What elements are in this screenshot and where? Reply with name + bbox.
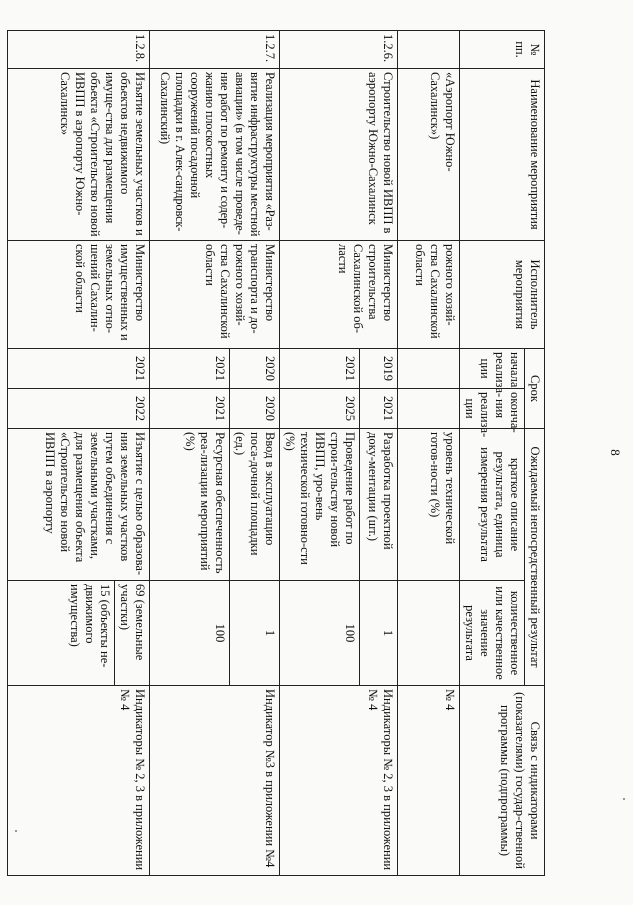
r127-a-value: 1 — [230, 581, 280, 686]
r126-executor: Министерство строительства Сахалинской об-ласти — [280, 241, 398, 349]
r126-b-desc: Проведение работ по строи-тельству новой ИВПП, уро-вень технической готовно-сти (%) — [280, 429, 360, 581]
r127-a-end: 2020 — [230, 389, 280, 429]
header-result-value: количественное или качественное значение результата — [460, 581, 525, 686]
r126-a-start: 2019 — [360, 349, 398, 389]
cont-executor: рожного хозяй-ства Сахалинской области — [398, 241, 460, 349]
r128-link: Индикаторы № 2, 3 в приложении № 4 — [8, 686, 150, 876]
r128-value-a: 69 (земельные участки) — [114, 581, 149, 685]
header-term: Срок — [525, 349, 545, 429]
header-term-start: начала реализа-ции — [460, 349, 525, 389]
r126-a-desc: Разработка проектной доку-ментации (шт.) — [360, 429, 398, 581]
header-term-end: оконча-ния реализа-ции — [460, 389, 525, 429]
r127-link: Индикатор №3 в приложении №4 — [150, 686, 280, 876]
r127-b-desc: Ресурсная обеспеченность реа-лизации мероприятий (%) — [150, 429, 230, 581]
r126-b-start: 2021 — [280, 349, 360, 389]
r126-a-end: 2021 — [360, 389, 398, 429]
r128-name: Изъятие земельных участков и объектов недвижимого имуще-ства для размещения объекта «Строительство новой ИВПП в аэропорту Южно-Сахалинск» — [8, 69, 150, 241]
r126-name: Строительство новой ИВПП в аэропорту Южно-Сахалинск — [280, 69, 398, 241]
header-expected: Ожидаемый непосредственный результат — [525, 429, 545, 686]
activities-table — [7, 30, 545, 876]
r127-a-desc: Ввод в эксплуатацию поса-дочной площадки (ед.) — [230, 429, 280, 581]
scan-speck — [623, 798, 625, 800]
cont-num — [398, 31, 460, 69]
r128-value-b: 15 (объекты не-движимого имущества) — [68, 584, 112, 668]
r128-value-cell — [8, 581, 150, 686]
r127-b-end: 2021 — [150, 389, 230, 429]
header-executor: Исполнитель мероприятия — [460, 241, 545, 349]
cont-end — [398, 389, 460, 429]
table-row — [398, 31, 460, 876]
header-result-desc: краткое описание результата, единица измерения результата — [460, 429, 525, 581]
r126-b-end: 2025 — [280, 389, 360, 429]
r126-b-value: 100 — [280, 581, 360, 686]
cont-name: «Аэропорт Южно-Сахалинск») — [398, 69, 460, 241]
cont-desc: уровень технической готов-ности (%) — [398, 429, 460, 581]
r127-num: 1.2.7. — [150, 31, 280, 69]
table-row — [360, 31, 398, 876]
r128-start: 2021 — [8, 349, 150, 389]
header-link: Связь с индикаторами (показателями) государ-ственной программы (подпрограммы) — [460, 686, 545, 876]
page-number: 8 — [608, 449, 623, 456]
r127-b-value: 100 — [150, 581, 230, 686]
r128-num: 1.2.8. — [8, 31, 150, 69]
r126-num: 1.2.6. — [280, 31, 398, 69]
header-num: № пп. — [460, 31, 545, 69]
r126-a-value: 1 — [360, 581, 398, 686]
cont-link: № 4 — [398, 686, 460, 876]
table-row — [8, 31, 150, 876]
r128-desc: Изъятие с целью образова-ния земельных участков путем объединения с земельными участками, для размещения объекта «Строительство новой ИВПП в аэропорту — [8, 429, 150, 581]
scan-speck — [15, 830, 17, 832]
header-name: Наименование мероприятия — [460, 69, 545, 241]
r128-end: 2022 — [8, 389, 150, 429]
r127-a-start: 2020 — [230, 349, 280, 389]
r128-executor: Министерство имущественных и земельных отно-шений Сахалин-ской области — [8, 241, 150, 349]
r127-b-start: 2021 — [150, 349, 230, 389]
r126-link: Индикаторы № 2, 3 в приложении № 4 — [280, 686, 398, 876]
cont-start — [398, 349, 460, 389]
r127-executor: Министерство транспорта и до-рожного хозяй-ства Сахалинской области — [150, 241, 280, 349]
r127-name: Реализация мероприятия «Раз-витие инфраструктуры местной авиации» (в том числе проведе-ние работ по ремонту и содер-жанию плоскостных сооружений посадочной площадки в г. Алек-сандровск-Сахалинский) — [150, 69, 280, 241]
table-row — [230, 31, 280, 876]
cont-value — [398, 581, 460, 686]
